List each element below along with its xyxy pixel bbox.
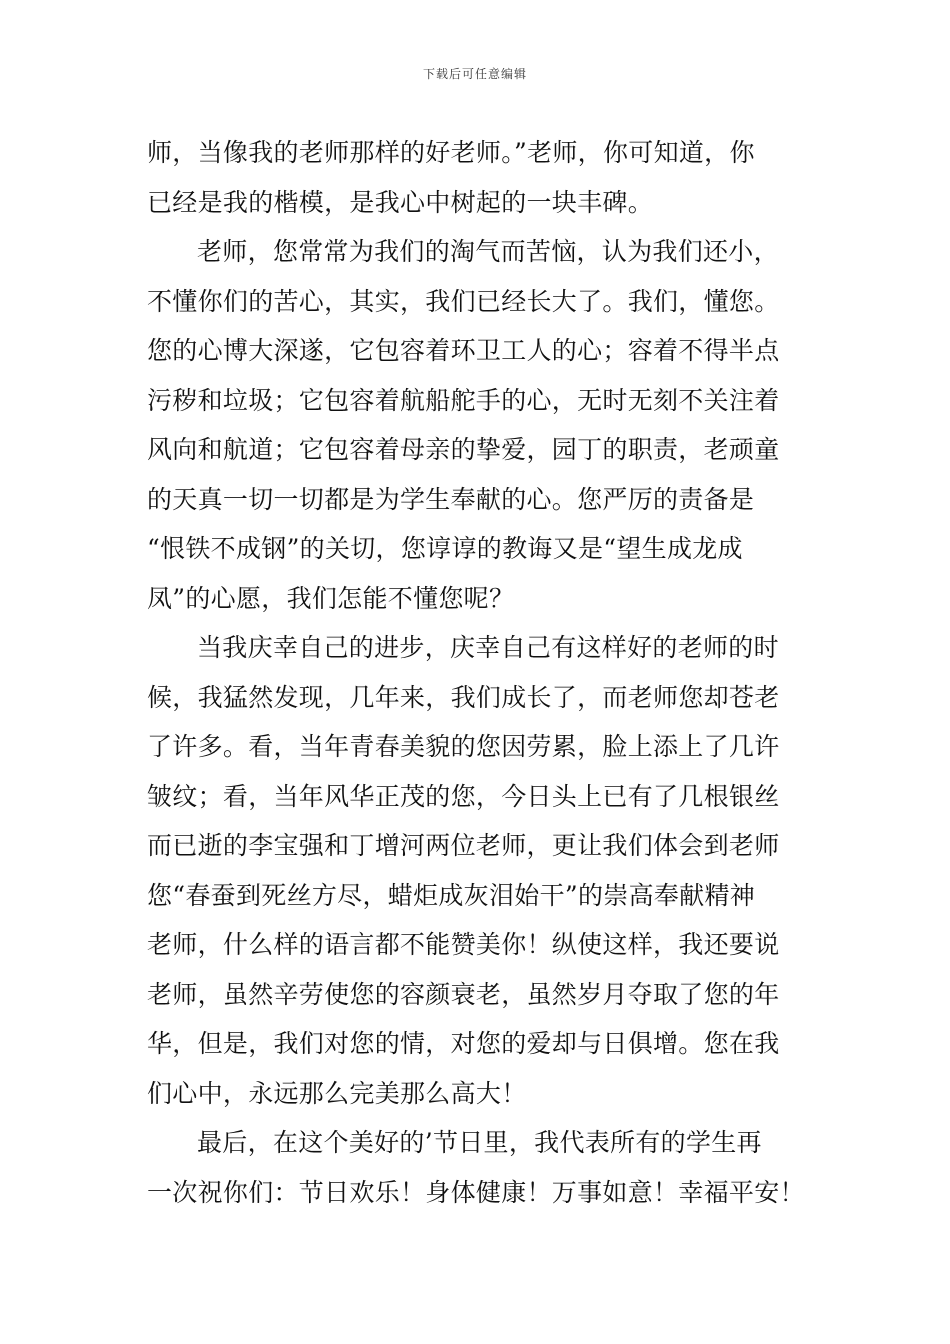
- paragraph-3-line-8: 老师，虽然辛劳使您的容颜衰老，虽然岁月夺取了您的年: [147, 979, 780, 1009]
- paragraph-3-line-6: 您“春蚕到死丝方尽，蜡炬成灰泪始干”的崇高奉献精神: [147, 880, 756, 910]
- paragraph-2-line-6: 的天真一切一切都是为学生奉献的心。您严厉的责备是: [147, 484, 755, 514]
- paragraph-2-line-4: 污秽和垃圾；它包容着航船舵手的心，无时无刻不关注着: [147, 385, 780, 415]
- paragraph-1-line-1: 师，当像我的老师那样的好老师。”老师，你可知道，你: [147, 138, 755, 167]
- paragraph-3-line-2: 候，我猛然发现，几年来，我们成长了，而老师您却苍老: [147, 682, 780, 712]
- paragraph-2-line-5: 风向和航道；它包容着母亲的挚爱，园丁的职责，老顽童: [147, 435, 780, 464]
- header-note: 下载后可任意编辑: [422, 67, 527, 81]
- paragraph-3-line-1: 当我庆幸自己的进步，庆幸自己有这样好的老师的时: [197, 633, 779, 662]
- paragraph-2-line-7: “恨铁不成钢”的关切，您谆谆的教诲又是“望生成龙成: [147, 534, 743, 563]
- paragraph-2-line-2: 不懂你们的苦心，其实，我们已经长大了。我们，懂您。: [147, 286, 780, 316]
- paragraph-4-line-1: 最后，在这个美好的’节日里，我代表所有的学生再: [197, 1128, 762, 1157]
- paragraph-3-line-4: 皱纹；看，当年风华正茂的您，今日头上已有了几根银丝: [147, 781, 780, 811]
- paragraph-3-line-5: 而已逝的李宝强和丁增河两位老师，更让我们体会到老师: [147, 831, 780, 860]
- paragraph-1-line-2: 已经是我的楷模，是我心中树起的一块丰碑。: [147, 187, 654, 217]
- paragraph-3-line-3: 了许多。看，当年青春美貌的您因劳累，脸上添上了几许: [147, 732, 780, 761]
- paragraph-3-line-9: 华，但是，我们对您的情，对您的爱却与日俱增。您在我: [147, 1029, 780, 1058]
- paragraph-4-line-2: 一次祝你们：节日欢乐！身体健康！万事如意！幸福平安！: [147, 1177, 805, 1207]
- paragraph-2-line-1: 老师，您常常为我们的淘气而苦恼，认为我们还小，: [197, 237, 779, 266]
- paragraph-2-line-8: 凤”的心愿，我们怎能不懂您呢？: [147, 583, 515, 613]
- paragraph-3-line-10: 们心中，永远那么完美那么高大！: [147, 1078, 527, 1108]
- body-text: [147, 128, 807, 1217]
- paragraph-3-line-7: 老师，什么样的语言都不能赞美你！纵使这样，我还要说: [147, 930, 780, 959]
- paragraph-2-line-3: 您的心博大深遂，它包容着环卫工人的心；容着不得半点: [147, 336, 780, 365]
